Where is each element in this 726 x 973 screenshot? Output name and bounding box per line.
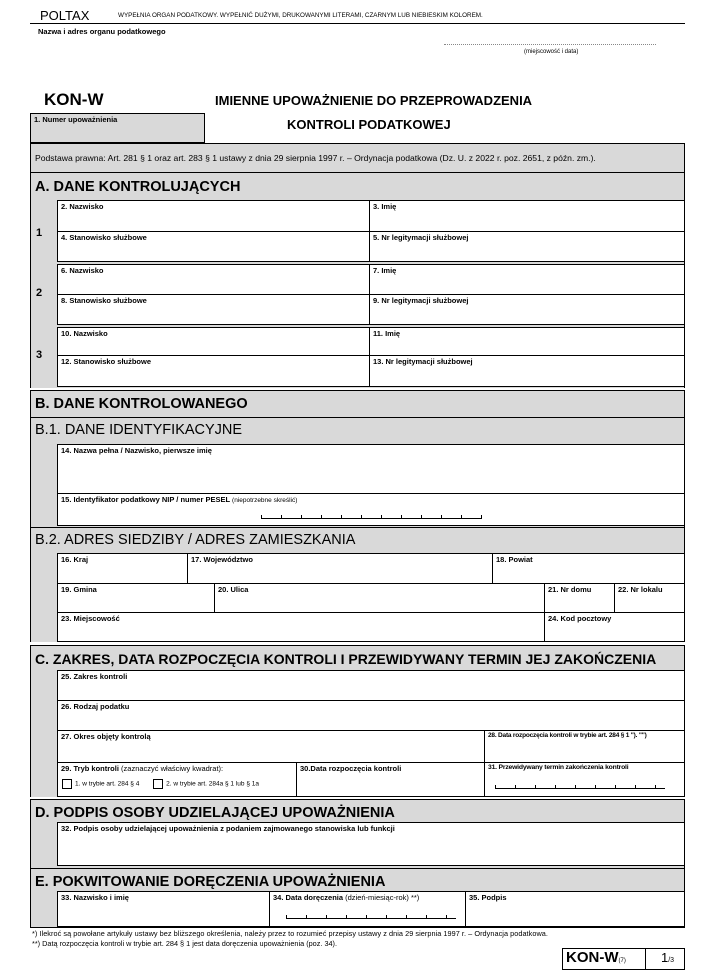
f5-id-field[interactable] [369, 231, 685, 262]
f4-label: 4. Stanowisko służbowe [61, 233, 147, 242]
f25-label: 25. Zakres kontroli [61, 672, 128, 681]
section-d-title: D. PODPIS OSOBY UDZIELAJĄCEJ UPOWAŻNIENIA [35, 805, 395, 821]
f15-note: (niepotrzebne skreślić) [232, 497, 298, 504]
section-b2-title: B.2. ADRES SIEDZIBY / ADRES ZAMIESZKANIA [35, 532, 356, 548]
f2-label: 2. Nazwisko [61, 202, 104, 211]
f2-surname-field[interactable] [57, 200, 370, 232]
f27-label: 27. Okres objęty kontrolą [61, 732, 151, 741]
section-b2-divider [30, 527, 685, 528]
footnote-1: *) Ilekroć są powołane artykuły ustawy bez bliższego określenia, należy przez to rozumieć przepisy ustawy z dnia 29 sierpnia 1997 r. – Ordynacja podatkowa. [32, 929, 548, 938]
f11-name-field[interactable] [369, 327, 685, 356]
section-b-divider [30, 417, 685, 418]
fill-instruction: WYPEŁNIA ORGAN PODATKOWY. WYPEŁNIĆ DUŻYMI, DRUKOWANYMI LITERAMI, CZARNYM LUB NIEBIESKIM KOLOREM. [118, 12, 483, 19]
footer-page: 1 [661, 950, 669, 965]
f32-label: 32. Podpis osoby udzielającej upoważnienia z podaniem zajmowanego stanowiska lub funkcji [61, 824, 395, 833]
authorization-number-label: 1. Numer upoważnienia [34, 115, 118, 124]
delivery-date-digit-boxes [286, 913, 456, 919]
f13-label: 13. Nr legitymacji służbowej [373, 357, 473, 366]
f12-label: 12. Stanowisko służbowe [61, 357, 152, 366]
f35-label: 35. Podpis [469, 893, 507, 902]
f6-label: 6. Nazwisko [61, 266, 104, 275]
f3-label: 3. Imię [373, 202, 397, 211]
f7-name-field[interactable] [369, 264, 685, 295]
f18-label: 18. Powiat [496, 555, 533, 564]
form-title-line1: IMIENNE UPOWAŻNIENIE DO PRZEPROWADZENIA [215, 93, 533, 108]
f23-city-field[interactable] [57, 612, 545, 642]
f17-label: 17. Województwo [191, 555, 253, 564]
f22-apartment-number-field[interactable] [614, 583, 685, 613]
nip-pesel-digit-boxes [261, 513, 481, 519]
row-number-2: 2 [36, 287, 43, 299]
f15-label: 15. Identyfikator podatkowy NIP / numer PESEL (niepotrzebne skreślić) [61, 495, 298, 504]
f3-name-field[interactable] [369, 200, 685, 232]
f10-label: 10. Nazwisko [61, 329, 108, 338]
f11-label: 11. Imię [373, 329, 401, 338]
place-date-label: (miejscowość i data) [524, 49, 579, 55]
f29-label: 29. Tryb kontroli (zaznaczyć właściwy kwadrat): [61, 764, 224, 773]
f14-label: 14. Nazwa pełna / Nazwisko, pierwsze imię [61, 446, 212, 455]
f12-position-field[interactable] [57, 355, 370, 387]
f13-id-field[interactable] [369, 355, 685, 387]
mode-1-label: 1. w trybie art. 284 § 4 [75, 780, 140, 788]
f34-delivery-date-field[interactable] [269, 891, 466, 927]
f22-label: 22. Nr lokalu [618, 585, 663, 594]
header-bar [30, 6, 685, 24]
section-b-title: B. DANE KONTROLOWANEGO [35, 396, 248, 412]
f9-id-field[interactable] [369, 294, 685, 325]
mode-1-checkbox[interactable] [62, 779, 72, 789]
f8-label: 8. Stanowisko służbowe [61, 296, 147, 305]
f33-label: 33. Nazwisko i imię [61, 893, 129, 902]
f19-label: 19. Gmina [61, 585, 97, 594]
f27-period-field[interactable] [57, 730, 485, 763]
legal-basis-box [30, 143, 685, 173]
section-e-title: E. POKWITOWANIE DORĘCZENIA UPOWAŻNIENIA [35, 874, 386, 890]
f7-label: 7. Imię [373, 266, 397, 275]
f35-signature-field[interactable] [465, 891, 685, 927]
f8-position-field[interactable] [57, 294, 370, 325]
end-date-digit-boxes [495, 783, 665, 789]
f26-label: 26. Rodzaj podatku [61, 702, 130, 711]
f29-mode-field [57, 762, 297, 797]
f14-full-name-field[interactable] [57, 444, 685, 494]
f10-surname-field[interactable] [57, 327, 370, 356]
f30-label: 30.Data rozpoczęcia kontroli [300, 764, 402, 773]
organ-label: Nazwa i adres organu podatkowego [38, 27, 166, 36]
f21-label: 21. Nr domu [548, 585, 592, 594]
footer-pages: /3 [668, 957, 675, 964]
f24-label: 24. Kod pocztowy [548, 614, 612, 623]
row-number-1: 1 [36, 227, 43, 239]
f31-end-date-field[interactable] [484, 762, 685, 797]
footer-box [562, 948, 685, 970]
f25-scope-field[interactable] [57, 670, 685, 701]
f20-street-field[interactable] [214, 583, 545, 613]
f29-note: (zaznaczyć właściwy kwadrat): [121, 764, 224, 773]
footer-form-code: KON-W [566, 949, 619, 966]
f21-house-number-field[interactable] [544, 583, 615, 613]
f6-surname-field[interactable] [57, 264, 370, 295]
f28-start-date-art284-field[interactable] [484, 730, 685, 763]
f9-label: 9. Nr legitymacji służbowej [373, 296, 469, 305]
f19-commune-field[interactable] [57, 583, 215, 613]
f30-start-date-field[interactable] [296, 762, 485, 797]
section-b1-title: B.1. DANE IDENTYFIKACYJNE [35, 422, 243, 438]
section-a-title: A. DANE KONTROLUJĄCYCH [35, 179, 241, 195]
place-date-line [444, 44, 656, 45]
f18-county-field[interactable] [492, 553, 685, 584]
footnote-2: **) Datą rozpoczęcia kontroli w trybie art. 284 § 1 jest data doręczenia upoważnienia (poz. 34). [32, 939, 338, 948]
f17-voivodeship-field[interactable] [187, 553, 493, 584]
mode-2-checkbox[interactable] [153, 779, 163, 789]
row-number-3: 3 [36, 349, 43, 361]
f15-nip-pesel-field[interactable] [57, 493, 685, 526]
f33-recipient-name-field[interactable] [57, 891, 270, 927]
section-c-title: C. ZAKRES, DATA ROZPOCZĘCIA KONTROLI I PRZEWIDYWANY TERMIN JEJ ZAKOŃCZENIA [35, 651, 657, 667]
f20-label: 20. Ulica [218, 585, 249, 594]
f16-label: 16. Kraj [61, 555, 89, 564]
brand-logo: POLTAX [40, 8, 90, 23]
f16-country-field[interactable] [57, 553, 188, 584]
f31-label: 31. Przewidywany termin zakończenia kontroli [488, 764, 629, 771]
f23-label: 23. Miejscowość [61, 614, 120, 623]
f32-signature-field[interactable] [57, 822, 685, 866]
f24-postal-code-field[interactable] [544, 612, 685, 642]
footer-version: (7) [618, 958, 626, 964]
form-title-line2: KONTROLI PODATKOWEJ [287, 117, 451, 132]
f4-position-field[interactable] [57, 231, 370, 262]
authorization-number-field[interactable] [34, 125, 201, 140]
form-code: KON-W [44, 90, 104, 109]
f34-note: (dzień-miesiąc-rok) **) [345, 893, 420, 902]
f28-label: 28. Data rozpoczęcia kontroli w trybie art. 284 § 1 "). "") [488, 732, 647, 739]
f26-tax-type-field[interactable] [57, 700, 685, 731]
legal-basis-text: Podstawa prawna: Art. 281 § 1 oraz art. 283 § 1 ustawy z dnia 29 sierpnia 1997 r. – Ordynacja podatkowa (Dz. U. z 2022 r. poz. 2651, z późn. zm.). [35, 153, 596, 163]
f34-label: 34. Data doręczenia (dzień-miesiąc-rok) **) [273, 893, 420, 902]
f5-label: 5. Nr legitymacji służbowej [373, 233, 469, 242]
mode-2-label: 2. w trybie art. 284a § 1 lub § 1a [166, 780, 259, 788]
